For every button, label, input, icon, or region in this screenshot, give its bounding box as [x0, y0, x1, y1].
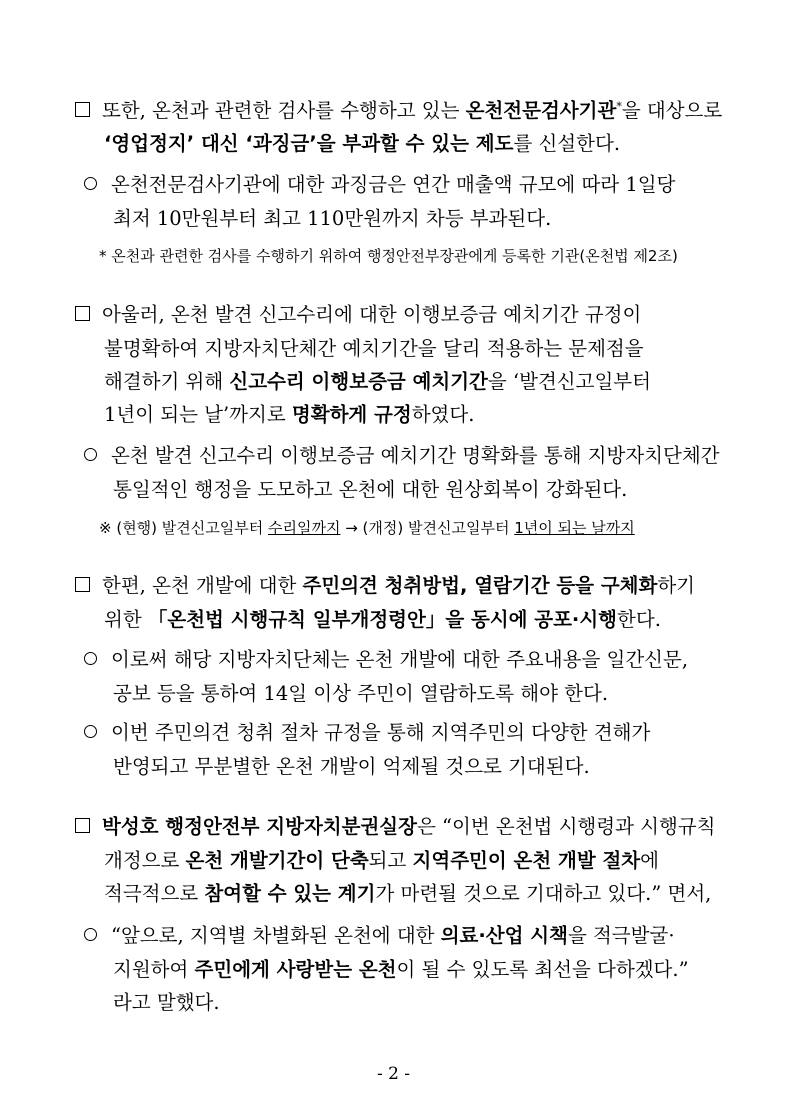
text: 한편, 온천 개발에 대한	[102, 574, 303, 597]
text: 반영되고 무분별한 온천 개발이 억제될 것으로 기대된다.	[113, 755, 590, 778]
bold-text: 명확하게 규정	[291, 403, 412, 426]
section2-line4	[104, 402, 474, 428]
text: 을 대상으로	[621, 99, 723, 122]
section4-line3	[104, 881, 711, 907]
text: 또한, 온천과 관련한 검사를 수행하고 있는	[102, 99, 466, 122]
section3-circle1-line1	[84, 647, 688, 673]
section4-line2	[104, 848, 659, 874]
text: 되고	[368, 849, 413, 872]
text: 하였다.	[411, 403, 475, 426]
section2-line1	[75, 302, 641, 328]
text: 을 적극발굴·	[567, 924, 675, 947]
section3-circle2-line1	[84, 720, 650, 746]
circle-bullet-icon	[84, 928, 97, 941]
checkbox-bullet-icon	[75, 818, 90, 833]
text: → (개정) 발견신고일부터	[340, 519, 515, 537]
text: 온천전문검사기관에 대한 과징금은 연간 매출액 규모에 따라 1일당	[111, 173, 676, 196]
text: 이로써 해당 지방자치단체는 온천 개발에 대한 주요내용을 일간신문,	[111, 648, 689, 671]
section3-circle2-line2	[113, 754, 590, 780]
text: 라고 말했다.	[113, 991, 220, 1014]
section1-line1	[75, 98, 722, 124]
text: 최저 10만원부터 최고 110만원까지 차등 부과된다.	[113, 207, 552, 230]
text: 불명확하여 지방자치단체간 예치기간을 달리 적용하는 문제점을	[104, 337, 644, 360]
text: 은 “이번 온천법 시행령과 시행규칙	[416, 815, 716, 838]
section1-circle1-line1	[84, 172, 675, 198]
bold-text: 지역주민이 온천 개발 절차	[412, 849, 641, 872]
bold-text: 온천전문검사기관	[465, 99, 617, 122]
text: ※ (현행) 발견신고일부터	[99, 519, 268, 537]
text: 아울러, 온천 발견 신고수리에 대한 이행보증금 예치기간 규정이	[102, 303, 642, 326]
circle-bullet-icon	[84, 177, 97, 190]
text: 적극적으로	[104, 882, 205, 905]
section4-circle1-line1	[84, 923, 675, 949]
bold-text: ‘영업정지’ 대신 ‘과징금’을 부과할 수 있는 제도	[104, 132, 514, 155]
section1-footnote	[99, 246, 678, 266]
bold-text: 「온천법 시행규칙 일부개정령안」을 동시에 공포·시행	[147, 608, 618, 631]
bold-text: 주민에게 사랑받는 온천	[194, 958, 397, 981]
bold-text: 주민의견 청취방법, 열람기간 등을 구체화	[302, 574, 658, 597]
section2-line2	[104, 336, 644, 362]
text: 1년이 되는 날’까지로	[104, 403, 292, 426]
section3-line1	[75, 573, 695, 599]
underlined-text: 1년이 되는 날까지	[514, 519, 635, 537]
text: 한다.	[617, 608, 661, 631]
text: 하기	[657, 574, 696, 597]
text: 이번 주민의견 청취 절차 규정을 통해 지역주민의 다양한 견해가	[111, 721, 651, 744]
circle-bullet-icon	[84, 652, 97, 665]
circle-bullet-icon	[84, 448, 97, 461]
section4-circle1-line2	[113, 957, 689, 983]
bold-text: 의료·산업 시책	[440, 924, 568, 947]
bold-text: 참여할 수 있는 계기	[204, 882, 376, 905]
checkbox-bullet-icon	[75, 577, 90, 592]
text: “앞으로, 지역별 차별화된 온천에 대한	[111, 924, 441, 947]
bold-text: 온천 개발기간이 단축	[185, 849, 369, 872]
text: 온천 발견 신고수리 이행보증금 예치기간 명확화를 통해 지방자치단체간	[111, 444, 720, 467]
section4-line1	[75, 814, 715, 840]
footnote-mark: *	[616, 100, 622, 113]
section3-line2	[104, 607, 661, 633]
text: 을 ‘발견신고일부터	[487, 370, 651, 393]
text: 공보 등을 통하여 14일 이상 주민이 열람하도록 해야 한다.	[113, 682, 609, 705]
section2-line3	[104, 369, 651, 395]
bold-text: 신고수리 이행보증금 예치기간	[229, 370, 488, 393]
page-number: - 2 -	[376, 1064, 411, 1084]
checkbox-bullet-icon	[75, 306, 90, 321]
text: 이 될 수 있도록 최선을 다하겠다.”	[396, 958, 689, 981]
bold-text: 박성호 행정안전부 지방자치분권실장	[102, 815, 417, 838]
section2-note	[99, 518, 635, 538]
section2-circle1-line1	[84, 443, 720, 469]
text: 지원하여	[113, 958, 195, 981]
circle-bullet-icon	[84, 725, 97, 738]
section2-circle1-line2	[113, 477, 627, 503]
section1-line2	[104, 131, 620, 157]
text: * 온천과 관련한 검사를 수행하기 위하여 행정안전부장관에게 등록한 기관(온천법 제2조)	[99, 247, 678, 265]
text: 통일적인 행정을 도모하고 온천에 대한 원상회복이 강화된다.	[113, 478, 628, 501]
underlined-text: 수리일까지	[268, 519, 341, 537]
text: 가 마련될 것으로 기대하고 있다.” 면서,	[375, 882, 712, 905]
text: 개정으로	[104, 849, 186, 872]
section3-circle1-line2	[113, 681, 608, 707]
section4-circle1-line3	[113, 990, 220, 1016]
text: 에	[640, 849, 659, 872]
text: 해결하기 위해	[104, 370, 230, 393]
text: 를 신설한다.	[513, 132, 621, 155]
text: 위한	[104, 608, 148, 631]
checkbox-bullet-icon	[75, 102, 90, 117]
section1-circle1-line2	[113, 206, 551, 232]
